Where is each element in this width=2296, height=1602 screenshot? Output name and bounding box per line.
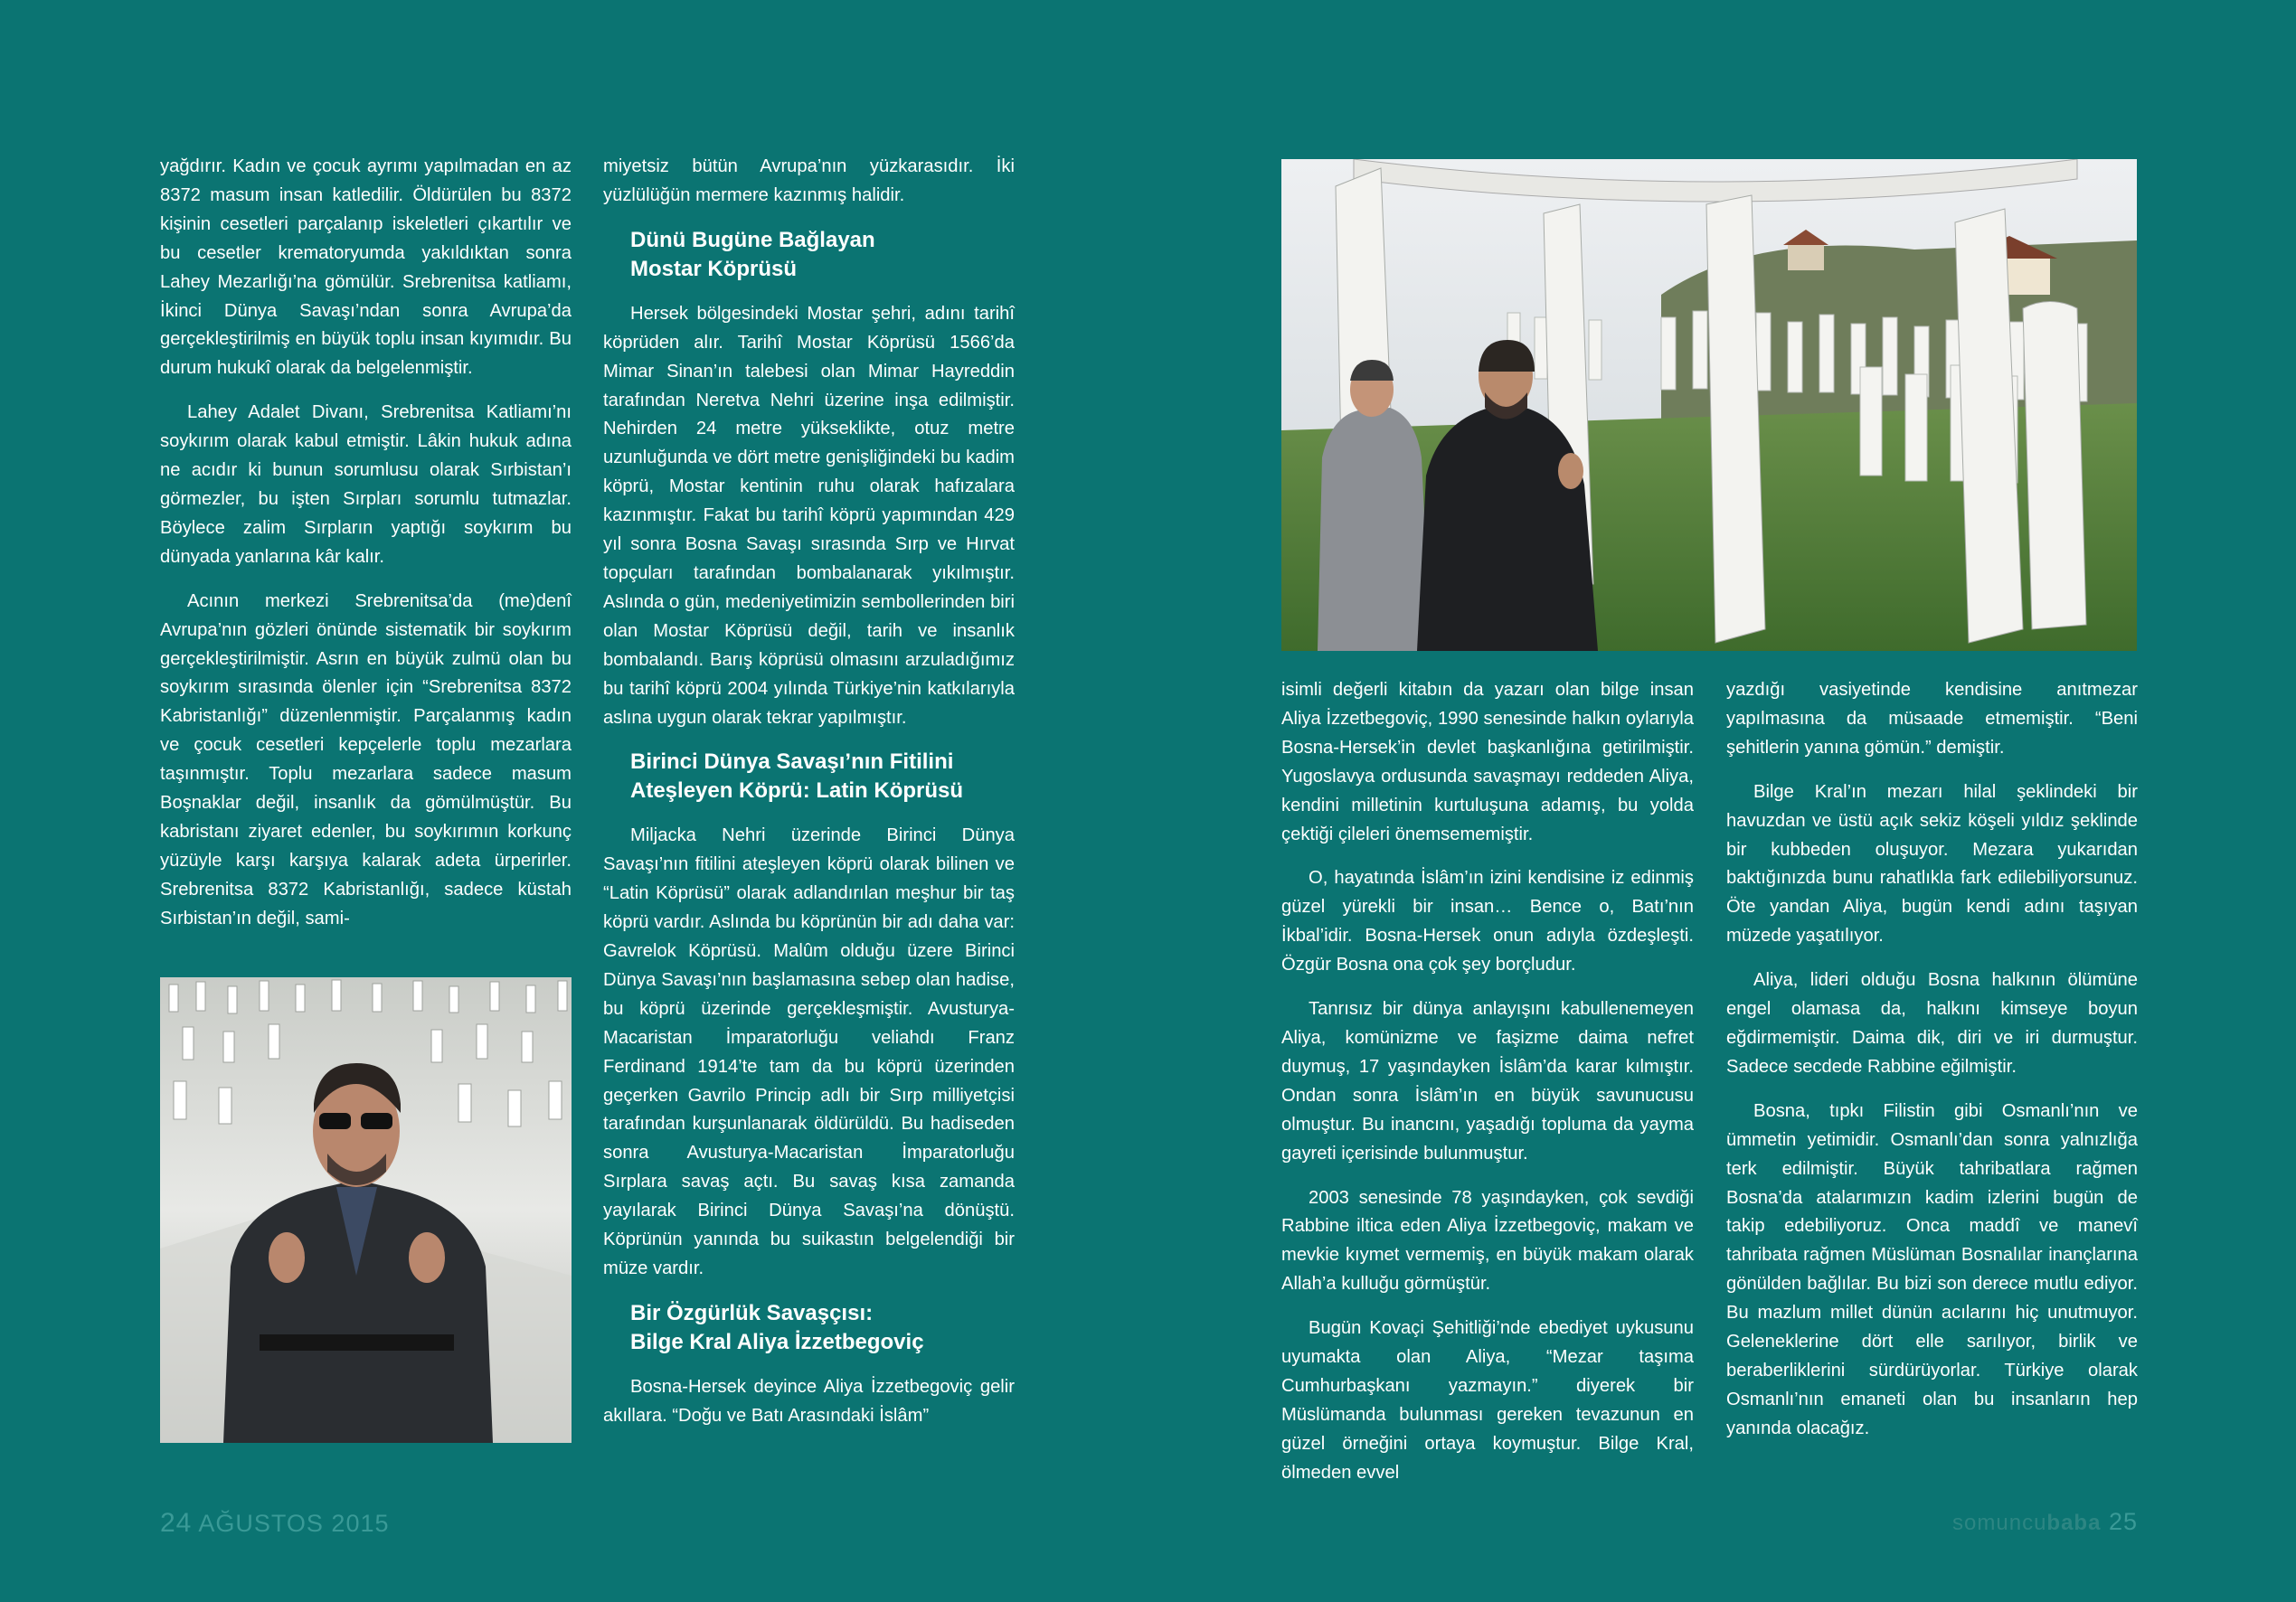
magazine-name-part: somuncu xyxy=(1952,1511,2047,1535)
page-number-left: 24 xyxy=(160,1508,193,1538)
paragraph: Hersek bölgesindeki Mostar şehri, adını tarihî köprüden alır. Tarihî Mostar Köprüsü 1566’da Mimar Sinan’ın talebesi olan Mimar Hayreddin tarafından Neretva Nehri üzerine inşa edilmiştir. Nehirden 24 metre yükseklikte, otuz metre uzunluğunda ve dört metre genişliğindeki bu kadim köprü, Mostar kentinin ruhu olarak hafızalara kazınmıştır. Fakat bu tarihî köprü yapımından 429 yıl sonra Bosna Savaşı sırasında Sırp ve Hırvat topçuları tarafından bombalanarak yıkılmıştır. Aslında o gün, medeniyetimizin sembollerinden biri olan Mostar Köprüsü değil, tarih ve insanlık bombalandı. Barış köprüsü olmasını arzuladığımız bu tarihî köprü 2004 yılında Türkiye’nin katkılarıyla aslına uygun olarak tekrar yapılmıştır. xyxy=(603,303,1015,728)
paragraph: Bugün Kovaçi Şehitliği’nde ebediyet uykusunu uyumakta olan Aliya, “Mezar taşıma Cumhurbaşkanı yazmayın.” diyerek bir Müslümanda bulunması gereken tevazunun en güzel örneğini ortaya koymuştur. Bilge Kral, ölmeden evvel xyxy=(1281,1318,1694,1483)
paragraph: Acının merkezi Srebrenitsa’da (me)denî Avrupa’nın gözleri önünde sistematik bir soykırım gerçekleştirilmiştir. Asrın en büyük zulmü olan bu soykırım sırasında ölenler için “Srebrenitsa 8372 Kabristanlığı” düzenlenmiştir. Parçalanmış kadın ve çocuk cesetleri kepçelerle toplu mezarlara taşınmıştır. Toplu mezarlara sadece masum Boşnaklar değil, insanlık da gömülmüştür. Bu kabristanı ziyaret edenler, bu soykırımın korkunç yüzüyle karşı karşıya kalarak adeta ürperirler. Srebrenitsa 8372 Kabristanlığı, sadece küstah Sırbistan’ın değil, sami- xyxy=(160,590,572,928)
heading-line: Ateşleyen Köprü: Latin Köprüsü xyxy=(630,778,964,804)
paragraph: Miljacka Nehri üzerinde Birinci Dünya Savaşı’nın fitilini ateşleyen köprü olarak bilinen ve “Latin Köprüsü” olarak adlandırılan meşhur bir taş köprü vardır. Aslında bu köprünün bir adı daha var: Gavrelok Köprüsü. Malûm olduğu üzere Birinci Dünya Savaşı’nın başlamasına sebep olan hadise, bu köprü üzerinde gerçekleşmiştir. Avusturya-Macaristan İmparatorluğu veliahdı Franz Ferdinand 1914’te tam da bu köprü üzerinden geçerken Gavrilo Princip adlı bir Sırp milliyetçisi tarafından kurşunlanarak öldürüldü. Bu hadiseden sonra Avusturya-Macaristan İmparatorluğu Sırplara savaş açtı. Bu savaş kısa zamanda yayılarak Birinci Dünya Savaşı’na dönüştü. Köprünün yanında bu suikastın belgelendiği bir müze vardır. xyxy=(603,825,1015,1278)
heading-line: Bir Özgürlük Savaşçısı: xyxy=(630,1300,874,1325)
section-heading-latin-bridge xyxy=(630,748,1015,806)
text-column-2 xyxy=(603,153,1015,1447)
heading-line: Bilge Kral Aliya İzzetbegoviç xyxy=(630,1329,924,1354)
photo-man-praying-srebrenitsa xyxy=(160,977,572,1443)
footer-left xyxy=(160,1508,390,1539)
paragraph: 2003 senesinde 78 yaşındayken, çok sevdiği Rabbine iltica eden Aliya İzzetbegoviç, makam ve mevkie kıymet vermemiş, en büyük makam olarak Allah’a kulluğu görmüştür. xyxy=(1281,1187,1694,1295)
page-number-right: 25 xyxy=(2108,1508,2138,1535)
footer-right xyxy=(1952,1508,2138,1536)
text-column-3 xyxy=(1281,676,1694,1503)
paragraph: Bilge Kral’ın mezarı hilal şeklindeki bir havuzdan ve üstü açık sekiz köşeli yıldız şeklinde bir kubbeden oluşuyor. Mezara yukarıdan baktığınızda bunu rahatlıkla fark edilebiliyorsunuz. Öte yandan Aliya, bugün kendi adını taşıyan müzede yaşatılıyor. xyxy=(1726,781,2138,947)
section-heading-mostar xyxy=(630,226,1015,284)
heading-line: Dünü Bugüne Bağlayan xyxy=(630,227,875,252)
paragraph: Bosna, tıpkı Filistin gibi Osmanlı’nın ve ümmetin yetimidir. Osmanlı’dan sonra yalnızlığa terk edilmiştir. Büyük tahribatlara rağmen Bosna’da atalarımızın kadim izlerini bugün de takip edebiliyoruz. Onca maddî ve manevî tahribata rağmen Müslüman Bosnalılar inançlarına gönülden bağlılar. Bu bizi son derece mutlu ediyor. Bu mazlum millet dünün acılarını hiç unutmuyor. Geleneklerine dört elle sarılıyor, birlik ve beraberliklerini sürdürüyorlar. Türkiye olarak Osmanlı’nın emaneti olan bu insanların hep yanında olacağız. xyxy=(1726,1100,2138,1438)
paragraph: yazdığı vasiyetinde kendisine anıtmezar yapılmasına da müsaade etmemiştir. “Beni şehitlerin yanına gömün.” demiştir. xyxy=(1726,680,2138,758)
photo-cemetery-visit xyxy=(1281,159,2137,651)
paragraph: Bosna-Hersek deyince Aliya İzzetbegoviç gelir akıllara. “Doğu ve Batı Arasındaki İslâm” xyxy=(603,1376,1015,1426)
paragraph: Lahey Adalet Divanı, Srebrenitsa Katliamı’nı soykırım olarak kabul etmiştir. Lâkin hukuk adına ne acıdır ki bunun sorumlusu olarak Sırbistan’ı görmezler, bu işten Sırpları sorumlu tutmazlar. Böylece zalim Sırpların yaptığı soykırım bu dünyada yanlarına kâr kalır. xyxy=(160,402,572,567)
photo-cemetery-illustration xyxy=(1281,159,2137,651)
paragraph: O, hayatında İslâm’ın izini kendisine iz edinmiş güzel yürekli bir insan… Bence o, Batı’nın İkbal’idir. Bosna-Hersek onun adıyla özdeşleşti. Özgür Bosna ona çok şey borçludur. xyxy=(1281,868,1694,975)
paragraph: Aliya, lideri olduğu Bosna halkının ölümüne engel olamasa da, halkını kimseye boyun eğdirmemiştir. Daima dik, diri ve iri durmuştur. Sadece secdede Rabbine eğilmiştir. xyxy=(1726,970,2138,1077)
text-column-4 xyxy=(1726,676,2138,1459)
paragraph: Tanrısız bir dünya anlayışını kabullenemeyen Aliya, komünizme ve faşizme daima nefret duymuş, 17 yaşındayken İslâm’da karar kılmıştır. Ondan sonra İslâm’ın en büyük savunucusu olmuştur. Bu inancını, yaşadığı topluma da yayma gayreti içerisinde bulunmuştur. xyxy=(1281,999,1694,1164)
magazine-name-part: baba xyxy=(2046,1511,2102,1535)
magazine-name xyxy=(1952,1511,2101,1535)
heading-line: Mostar Köprüsü xyxy=(630,256,798,281)
paragraph: miyetsiz bütün Avrupa’nın yüzkarasıdır. İki yüzlülüğün mermere kazınmış halidir. xyxy=(603,156,1015,205)
section-heading-aliya xyxy=(630,1299,1015,1357)
issue-date: AĞUSTOS 2015 xyxy=(198,1510,390,1537)
photo-man-illustration xyxy=(160,977,572,1443)
heading-line: Birinci Dünya Savaşı’nın Fitilini xyxy=(630,749,954,775)
text-column-1 xyxy=(160,153,572,949)
paragraph: yağdırır. Kadın ve çocuk ayrımı yapılmadan en az 8372 masum insan katledilir. Öldürülen bu 8372 kişinin cesetleri parçalanıp iskeletleri çıkartılır ve bu cesetler krematoryumda yakıldıktan sonra Lahey Mezarlığı’na gömülür. Srebrenitsa katliamı, İkinci Dünya Savaşı’ndan sonra Avrupa’da gerçekleştirilmiş en büyük toplu insan kıyımıdır. Bu durum hukukî olarak da belgelenmiştir. xyxy=(160,156,572,379)
paragraph: isimli değerli kitabın da yazarı olan bilge insan Aliya İzzetbegoviç, 1990 senesinde halkın oylarıyla Bosna-Hersek’in devlet başkanlığına getirilmiştir. Yugoslavya ordusunda savaşmayı reddeden Aliya, kendini milletinin kurtuluşuna adamış, bu yolda çektiği çileleri önemsememiştir. xyxy=(1281,680,1694,844)
